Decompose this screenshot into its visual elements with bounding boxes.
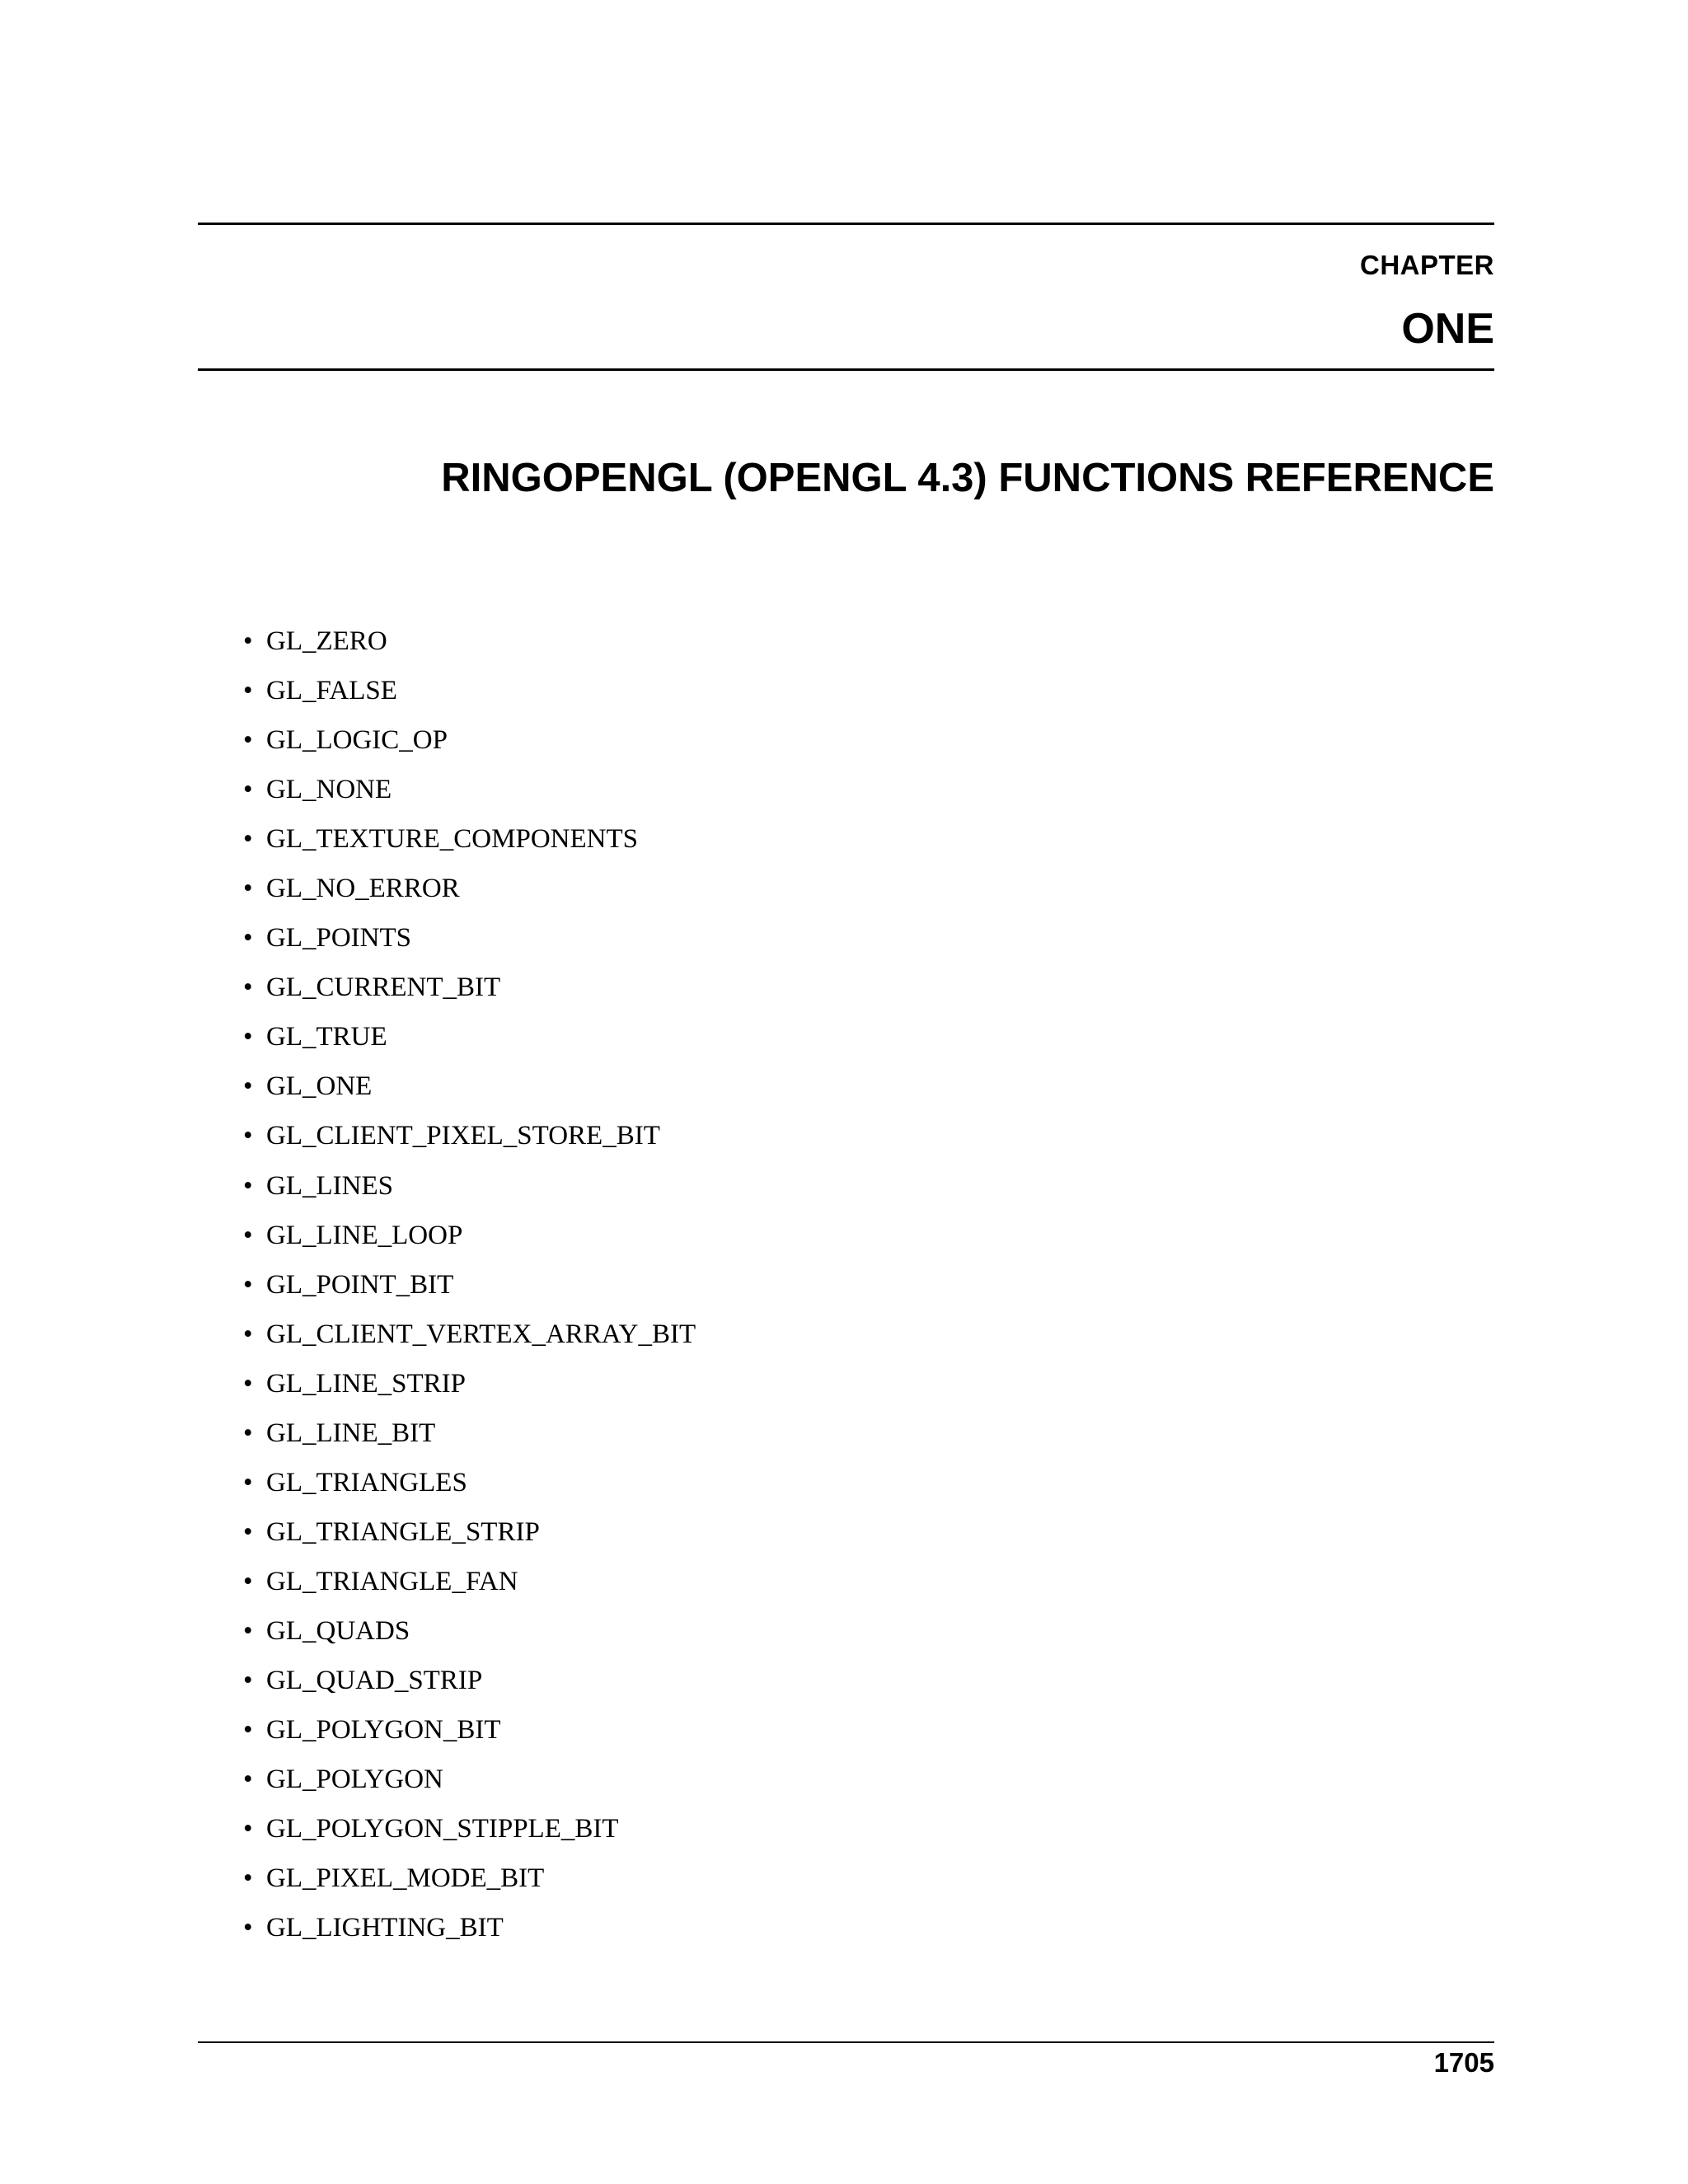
list-item xyxy=(243,1070,696,1119)
list-item-text: GL_QUAD_STRIP xyxy=(266,1665,483,1695)
list-item xyxy=(243,1862,696,1911)
constants-list xyxy=(243,625,696,1961)
bullet: • xyxy=(243,972,253,1003)
page-title: RINGOPENGL (OPENGL 4.3) FUNCTIONS REFERENCE xyxy=(441,456,1494,500)
chapter-bottom-rule xyxy=(198,368,1494,371)
list-item xyxy=(243,625,696,674)
list-item-text: GL_POLYGON_BIT xyxy=(266,1715,501,1746)
list-item-text: GL_TEXTURE_COMPONENTS xyxy=(266,824,638,855)
list-item xyxy=(243,1367,696,1417)
list-item xyxy=(243,1119,696,1169)
list-item-text: GL_POINTS xyxy=(266,923,412,954)
bullet: • xyxy=(243,1071,253,1102)
list-item xyxy=(243,1615,696,1664)
list-item-text: GL_NONE xyxy=(266,775,392,805)
list-item xyxy=(243,872,696,921)
chapter-label: CHAPTER xyxy=(1359,250,1494,280)
list-item-text: GL_LINE_LOOP xyxy=(266,1220,463,1250)
list-item xyxy=(243,1911,696,1961)
bullet: • xyxy=(243,1516,253,1547)
list-item xyxy=(243,1417,696,1466)
list-item xyxy=(243,1466,696,1516)
list-item xyxy=(243,1565,696,1615)
list-item-text: GL_POLYGON_STIPPLE_BIT xyxy=(266,1814,619,1844)
list-item-text: GL_CURRENT_BIT xyxy=(266,972,501,1003)
list-item xyxy=(243,823,696,872)
list-item xyxy=(243,1268,696,1318)
bullet: • xyxy=(243,775,253,805)
bullet: • xyxy=(243,824,253,855)
bullet: • xyxy=(243,1319,253,1349)
list-item-text: GL_TRIANGLE_STRIP xyxy=(266,1516,540,1547)
list-item xyxy=(243,1169,696,1219)
list-item-text: GL_POINT_BIT xyxy=(266,1269,454,1300)
bullet: • xyxy=(243,1368,253,1399)
bullet: • xyxy=(243,1269,253,1300)
list-item-text: GL_NO_ERROR xyxy=(266,874,460,904)
list-item-text: GL_ZERO xyxy=(266,626,387,656)
list-item xyxy=(243,921,696,971)
bullet: • xyxy=(243,1022,253,1052)
list-item xyxy=(243,1664,696,1713)
list-item-text: GL_LINES xyxy=(266,1170,393,1201)
list-item xyxy=(243,1713,696,1763)
bullet: • xyxy=(243,1765,253,1795)
list-item-text: GL_LIGHTING_BIT xyxy=(266,1913,504,1943)
list-item-text: GL_POLYGON xyxy=(266,1765,443,1795)
bullet: • xyxy=(243,1665,253,1695)
bullet: • xyxy=(243,676,253,706)
list-item-text: GL_PIXEL_MODE_BIT xyxy=(266,1863,545,1894)
bullet: • xyxy=(243,725,253,756)
bullet: • xyxy=(243,1715,253,1746)
list-item-text: GL_CLIENT_PIXEL_STORE_BIT xyxy=(266,1121,660,1151)
list-item xyxy=(243,773,696,823)
list-item-text: GL_ONE xyxy=(266,1071,373,1102)
list-item xyxy=(243,971,696,1020)
bullet: • xyxy=(243,874,253,904)
bullet: • xyxy=(243,1418,253,1448)
list-item-text: GL_LOGIC_OP xyxy=(266,725,448,756)
list-item-text: GL_FALSE xyxy=(266,676,397,706)
bullet: • xyxy=(243,1566,253,1596)
list-item-text: GL_TRUE xyxy=(266,1022,387,1052)
list-item-text: GL_QUADS xyxy=(266,1615,410,1646)
list-item-text: GL_TRIANGLES xyxy=(266,1467,467,1497)
bullet: • xyxy=(243,1814,253,1844)
list-item xyxy=(243,724,696,773)
bullet: • xyxy=(243,1863,253,1894)
list-item xyxy=(243,1219,696,1268)
list-item xyxy=(243,1812,696,1862)
chapter-top-rule xyxy=(198,223,1494,225)
list-item-text: GL_LINE_STRIP xyxy=(266,1368,466,1399)
list-item xyxy=(243,1020,696,1070)
list-item xyxy=(243,1763,696,1812)
bullet: • xyxy=(243,1467,253,1497)
bullet: • xyxy=(243,1615,253,1646)
bullet: • xyxy=(243,1121,253,1151)
list-item xyxy=(243,674,696,724)
bullet: • xyxy=(243,923,253,954)
bullet: • xyxy=(243,1220,253,1250)
bullet: • xyxy=(243,1170,253,1201)
list-item xyxy=(243,1318,696,1367)
bullet: • xyxy=(243,626,253,656)
list-item-text: GL_TRIANGLE_FAN xyxy=(266,1566,518,1596)
list-item-text: GL_CLIENT_VERTEX_ARRAY_BIT xyxy=(266,1319,696,1349)
footer-rule xyxy=(198,2041,1494,2043)
page-number: 1705 xyxy=(1433,2047,1494,2078)
bullet: • xyxy=(243,1913,253,1943)
chapter-number: ONE xyxy=(1401,305,1494,353)
list-item-text: GL_LINE_BIT xyxy=(266,1418,436,1448)
list-item xyxy=(243,1516,696,1565)
